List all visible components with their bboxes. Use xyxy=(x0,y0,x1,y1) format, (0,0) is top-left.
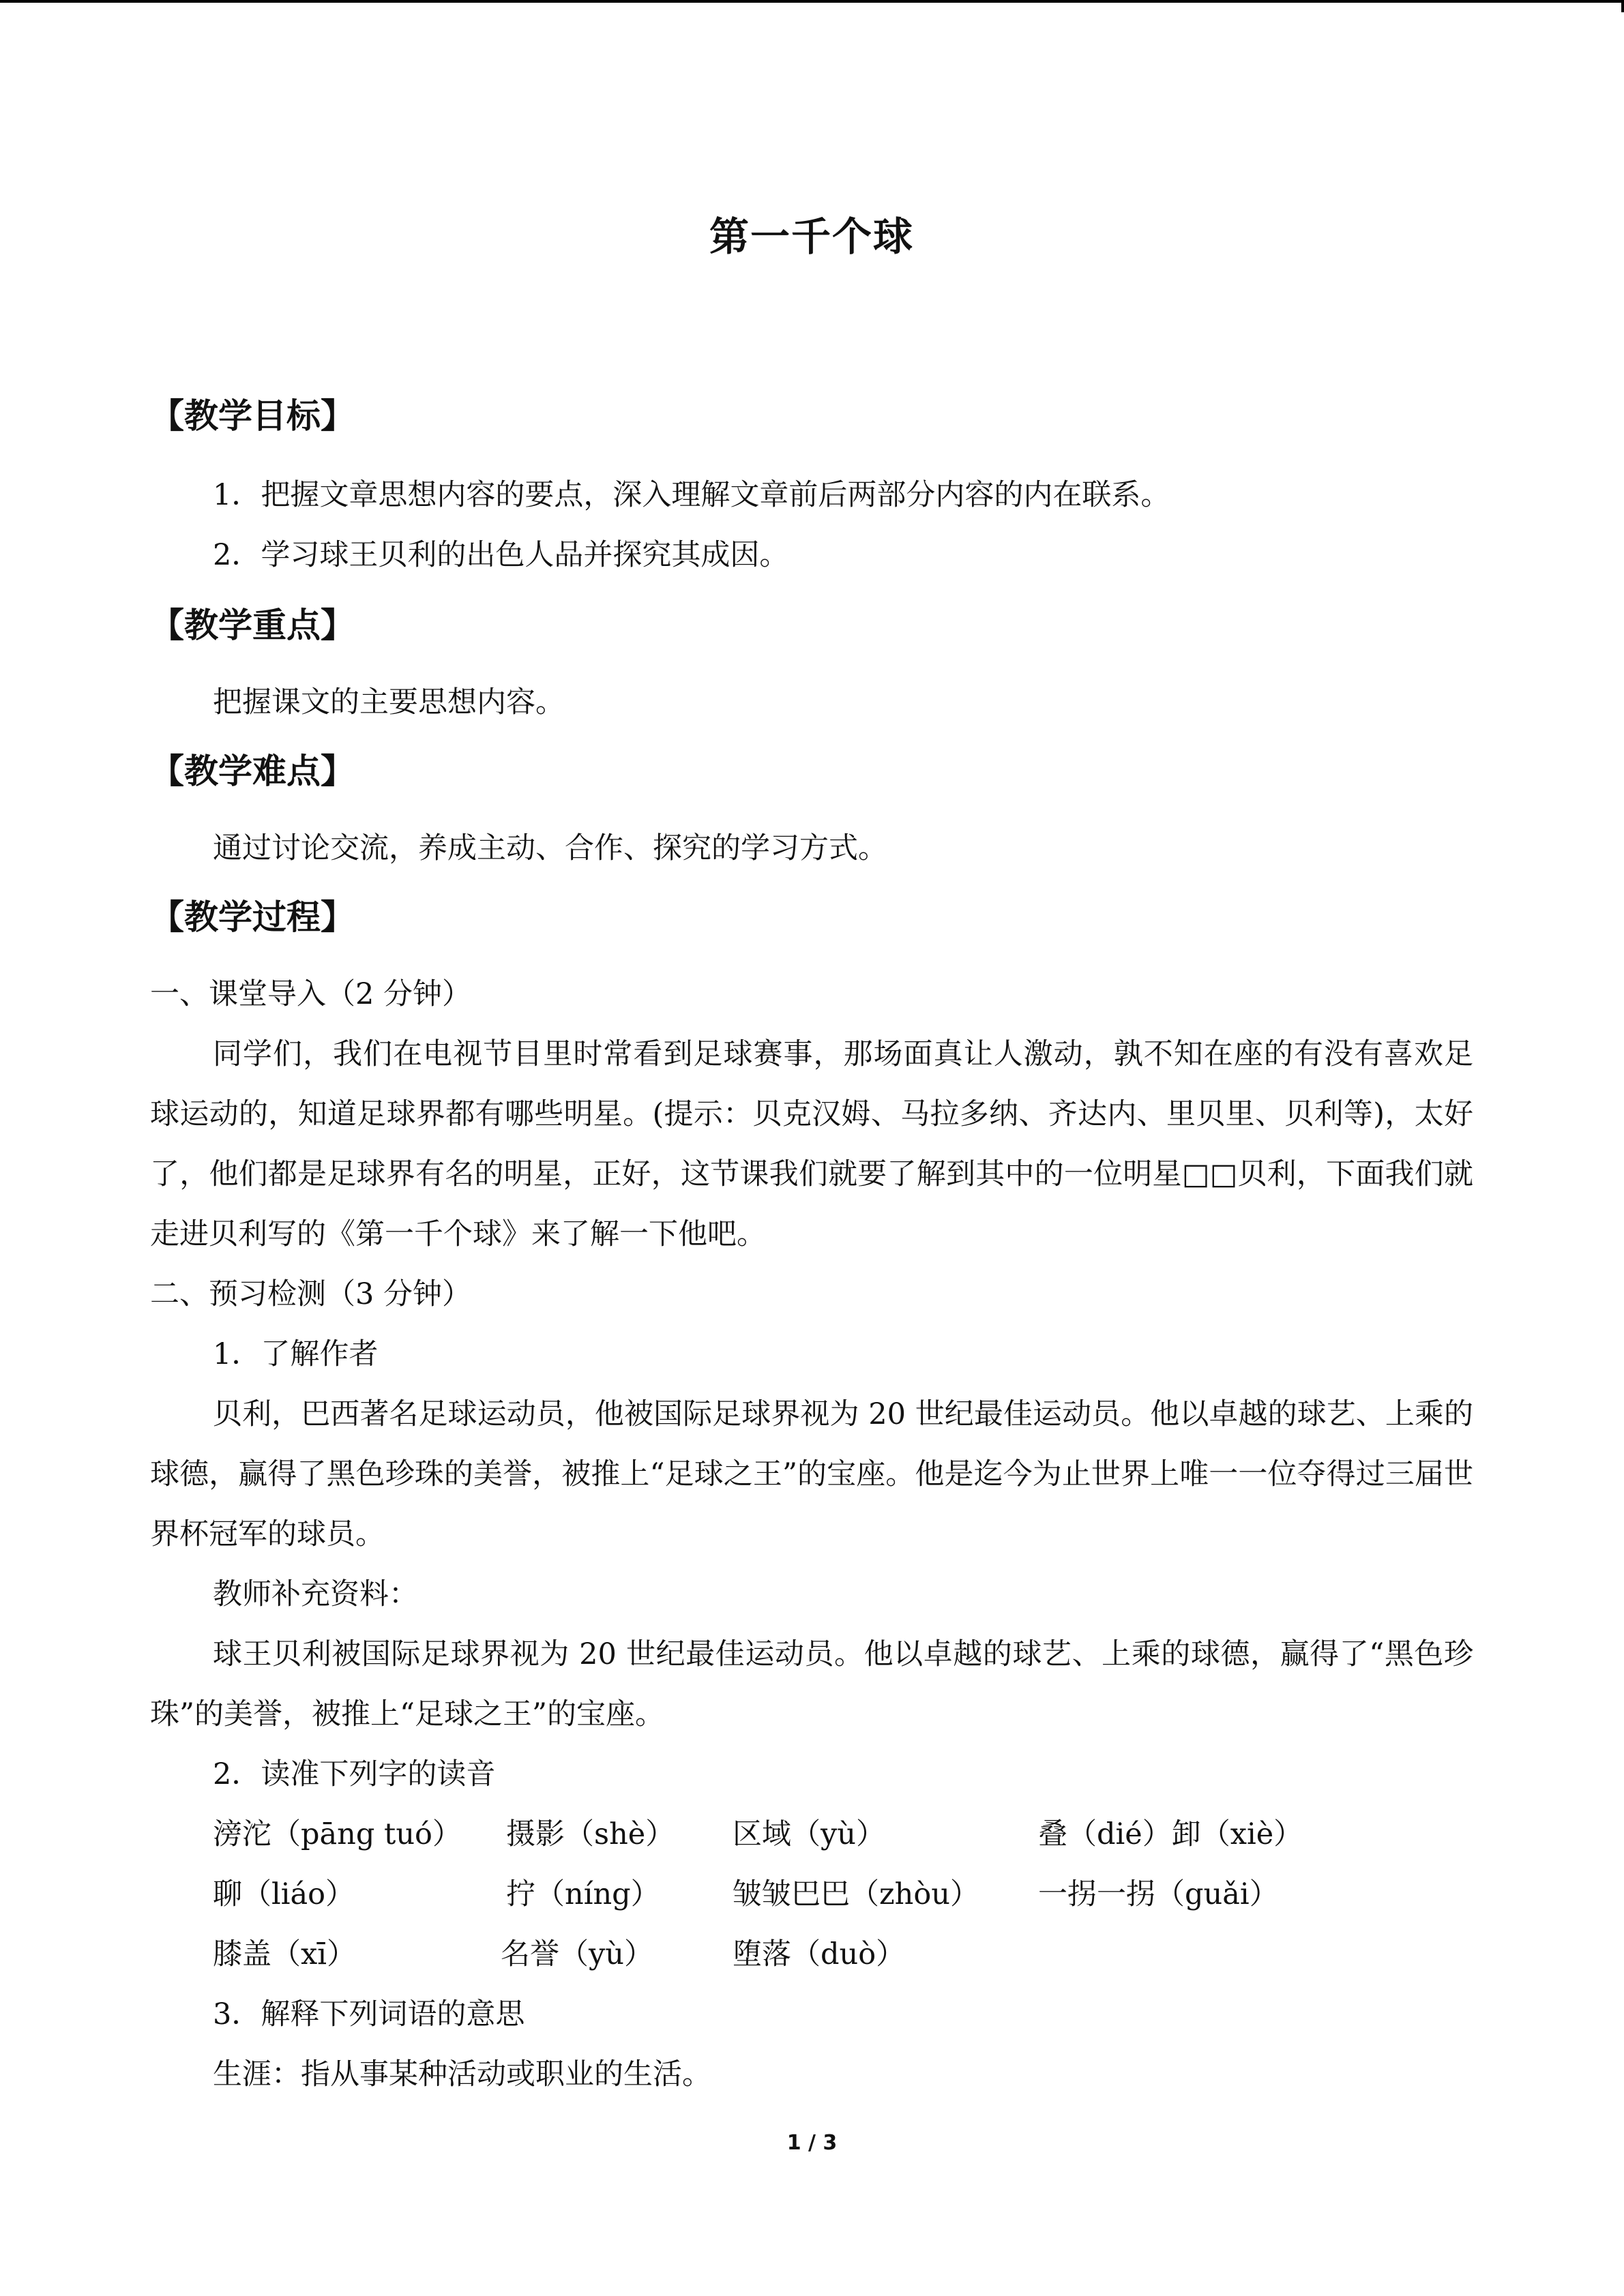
step-intro-heading: 一、课堂导入（2 分钟） xyxy=(150,977,472,1011)
pronunciation-entry: 滂沱（pāng tuó） xyxy=(213,1817,462,1851)
heading-key-points: 【教学重点】 xyxy=(150,606,355,645)
teacher-supplement-label: 教师补充资料： xyxy=(213,1577,418,1611)
heading-goals: 【教学目标】 xyxy=(150,396,355,436)
difficulties-text: 通过讨论交流，养成主动、合作、探究的学习方式。 xyxy=(213,831,887,865)
term-definition: 生涯：指从事某种活动或职业的生活。 xyxy=(213,2057,711,2091)
pronunciation-entry: 一拐一拐（guǎi） xyxy=(1038,1877,1279,1911)
pronunciation-entry: 摄影（shè） xyxy=(506,1817,675,1851)
goal-item-1: 1．把握文章思想内容的要点，深入理解文章前后两部分内容的内在联系。 xyxy=(213,478,1170,512)
page-number: 1 / 3 xyxy=(786,2131,838,2155)
pronunciation-entry: 堕落（duò） xyxy=(733,1937,906,1971)
pronunciation-entry: 膝盖（xī） xyxy=(213,1937,357,1971)
corner-mark xyxy=(1621,0,1624,12)
pronunciation-row xyxy=(213,1864,1473,1924)
intro-paragraph: 同学们，我们在电视节目里时常看到足球赛事，那场面真让人激动，孰不知在座的有没有喜欢足球运动的，知道足球界都有哪些明星。(提示：贝克汉姆、马拉多纳、齐达内、里贝里、贝利等)，太好了，他们都是足球界有名的明星，正好，这节课我们就要了解到其中的一位明星□□贝利，下面我们就走进贝利写的《第一千个球》来了解一下他吧。 xyxy=(150,1037,1473,1251)
author-paragraph: 贝利，巴西著名足球运动员，他被国际足球界视为 20 世纪最佳运动员。他以卓越的球艺、上乘的球德，赢得了黑色珍珠的美誉，被推上“足球之王”的宝座。他是迄今为止世界上唯一一位夺得过三届世界杯冠军的球员。 xyxy=(150,1397,1473,1551)
goal-item-2: 2．学习球王贝利的出色人品并探究其成因。 xyxy=(213,538,789,572)
page-title: 第一千个球 xyxy=(709,213,914,260)
heading-process: 【教学过程】 xyxy=(150,897,355,937)
pronunciation-entry: 聊（liáo） xyxy=(213,1877,355,1911)
pronunciation-entry: 名誉（yù） xyxy=(501,1937,653,1971)
top-border xyxy=(0,0,1624,3)
heading-difficulties: 【教学难点】 xyxy=(150,751,355,791)
item-pronunciation: 2．读准下列字的读音 xyxy=(213,1757,496,1791)
pronunciation-entry: 区域（yù） xyxy=(733,1817,885,1851)
teacher-supplement-paragraph: 球王贝利被国际足球界视为 20 世纪最佳运动员。他以卓越的球艺、上乘的球德，赢得了“黑色珍珠”的美誉，被推上“足球之王”的宝座。 xyxy=(150,1637,1473,1731)
key-points-text: 把握课文的主要思想内容。 xyxy=(213,685,565,719)
pronunciation-entry: 叠（dié）卸（xiè） xyxy=(1038,1817,1303,1851)
step-preview-heading: 二、预习检测（3 分钟） xyxy=(150,1277,472,1311)
pronunciation-row xyxy=(213,1924,1473,1984)
pronunciation-entry: 拧（níng） xyxy=(506,1877,660,1911)
pronunciation-entry: 皱皱巴巴（zhòu） xyxy=(733,1877,979,1911)
item-vocabulary: 3．解释下列词语的意思 xyxy=(213,1997,525,2031)
item-know-author: 1．了解作者 xyxy=(213,1337,379,1371)
pronunciation-row xyxy=(213,1804,1473,1864)
